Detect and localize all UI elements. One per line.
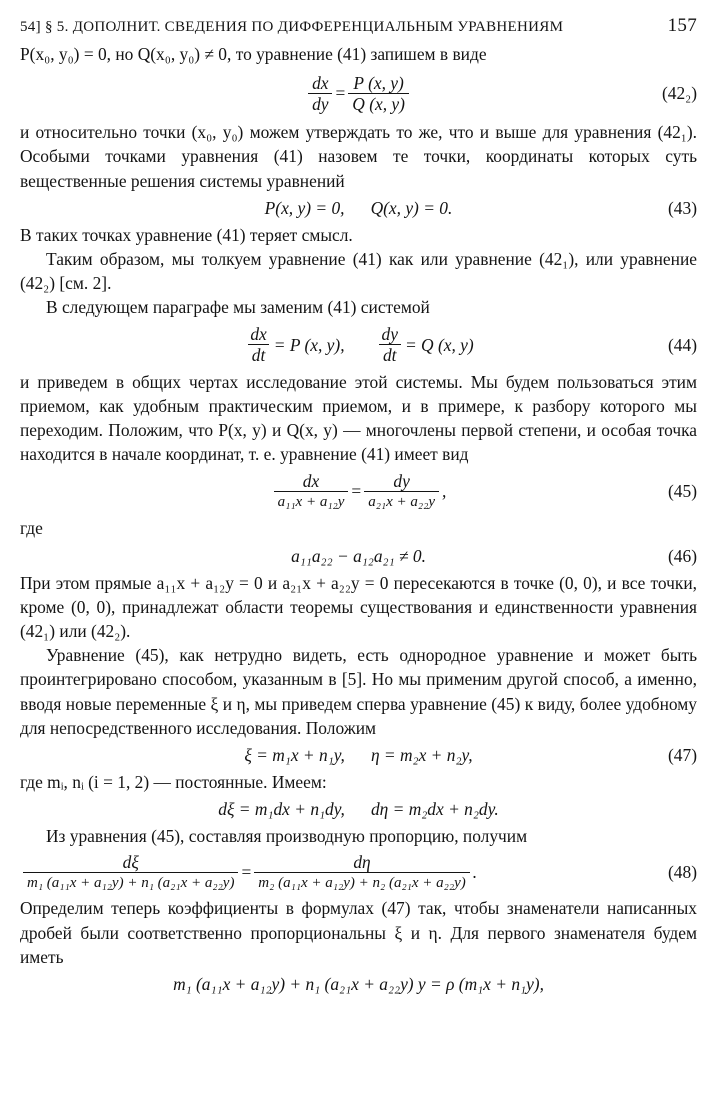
paragraph-6: и приведем в общих чертах исследование этой системы. Мы будем пользоваться этим приемом, как удобным практическим приемом, и в примере, к разбору которого мы переходим. Положим, что P(x, y) и Q(x, y) — многочлены первой степени, и особая точка находится в начале координат, т. е. уравнение (41) имеет вид [20, 371, 697, 465]
equation-number: (45) [668, 481, 697, 502]
fraction-p-q: $\frac{P (x, y)}{Q (x, y)}$ [348, 73, 409, 114]
equation-number: (46) [668, 545, 697, 566]
equation-proportionality: m₁ (a₁₁x + a₁₂y) + n₁ (a₂₁x + a₂₂y) y = ρ (m₁x + n₁y), [173, 973, 544, 994]
equation-44: $\frac{dx}{dt}$ = P (x, y), $\frac{dy}{dt}$ = Q (x, y) (44) [20, 320, 697, 370]
paragraph-5: В следующем параграфе мы заменим (41) системой [46, 297, 430, 318]
equation-46: a₁₁a₂₂ − a₁₂a₂₁ ≠ 0. (46) [20, 541, 697, 571]
equation-number: (44) [668, 334, 697, 355]
paragraph-7: где [20, 518, 43, 539]
paragraph-8: При этом прямые a₁₁x + a₁₂y = 0 и a₂₁x + a₂₂y = 0 пересекаются в точке (0, 0), и все точки, кроме (0, 0), принадлежат области теоремы существования и единственности уравнения (42₁) или (42₂). [20, 572, 697, 642]
equation-number: (47) [668, 744, 697, 765]
fraction-dx-den: $\frac{dx}{\text{a₁₁x + a₁₂y}}$ [274, 471, 349, 512]
equation-number: (43) [668, 197, 697, 218]
running-header [20, 14, 697, 42]
fraction-dy-dt: $\frac{dy}{dt}$ [378, 324, 402, 365]
paragraph-10: где mᵢ, nᵢ (i = 1, 2) — постоянные. Имеем: [20, 772, 327, 793]
fraction-dx-dt: $\frac{dx}{dt}$ [246, 324, 270, 365]
fraction-dx-dy: $\frac{dx}{dy}$ [308, 73, 332, 114]
fraction-dy-den: $\frac{dy}{\text{a₂₁x + a₂₂y}}$ [364, 471, 439, 512]
equation-47: ξ = m₁x + n₁y, η = m₂x + n₂y, (47) [20, 740, 697, 770]
page-number: 157 [667, 15, 697, 36]
header-section-title: 54] § 5. ДОПОЛНИТ. СВЕДЕНИЯ ПО ДИФФЕРЕНЦИАЛЬНЫМ УРАВНЕНИЯМ [20, 19, 564, 35]
fraction-deta: $\frac{d\eta}{\text{m₂ (a₁₁x + a₁₂y) + n₂ (a₂₁x + a₂₂y)}}$ [254, 852, 469, 893]
paragraph-3: В таких точках уравнение (41) теряет смысл. [20, 224, 353, 245]
equation-45: $\frac{dx}{\text{a₁₁x + a₁₂y}}$ = $\frac{dy}{\text{a₂₁x + a₂₂y}}$ , (45) [20, 466, 697, 516]
equation-43: P(x, y) = 0, Q(x, y) = 0. (43) [20, 193, 697, 223]
fraction-dxi: $\frac{d\xi}{\text{m₁ (a₁₁x + a₁₂y) + n₁ (a₂₁x + a₂₂y)}}$ [23, 852, 238, 893]
paragraph-2: и относительно точки (x₀, y₀) можем утверждать то же, что и выше для уравнения (42₁). Особыми точками уравнения (41) назовем те точки, координаты которых суть вещественные решения системы уравнений [20, 122, 697, 191]
equation-48: $\frac{d\xi}{\text{m₁ (a₁₁x + a₁₂y) + n₁ (a₂₁x + a₂₂y)}}$ = $\frac{d\eta}{\text{m₂ (a₁₁x + a₁₂y) + n₂ (a₂₁x + a₂₂y)}}$ . (48) [20, 848, 697, 896]
equation-number: (42₂) [661, 83, 697, 104]
paragraph-12: Определим теперь коэффициенты в формулах (47) так, чтобы знаменатели написанных дробей были соответственно пропорциональны ξ и η. Для первого знаменателя будем иметь [20, 898, 697, 967]
equation-number: (48) [668, 862, 697, 883]
equation-42-2: $\frac{dx}{dy}$ = $\frac{P (x, y)}{Q (x, y)}$ (42₂) [20, 66, 697, 120]
paragraph-11: Из уравнения (45), составляя производную пропорцию, получим [46, 826, 528, 847]
paragraph-4: Таким образом, мы толкуем уравнение (41) как или уравнение (42₁), или уравнение (42₂) [см. 2]. [20, 249, 697, 294]
equation-47-differentials: dξ = m₁dx + n₁dy, dη = m₂dx + n₂dy. [218, 799, 499, 820]
paragraph-9: Уравнение (45), как нетрудно видеть, есть однородное уравнение и может быть проинтегрировано способом, указанным в [5]. Но мы применим другой способ, а именно, вводя новые переменные ξ и η, мы приведем сперва уравнение (45) к виду, более удобному для непосредственного исследования. Положим [20, 645, 697, 738]
paragraph-1: P(x₀, y₀) = 0, но Q(x₀, y₀) ≠ 0, то уравнение (41) запишем в виде [20, 44, 487, 64]
